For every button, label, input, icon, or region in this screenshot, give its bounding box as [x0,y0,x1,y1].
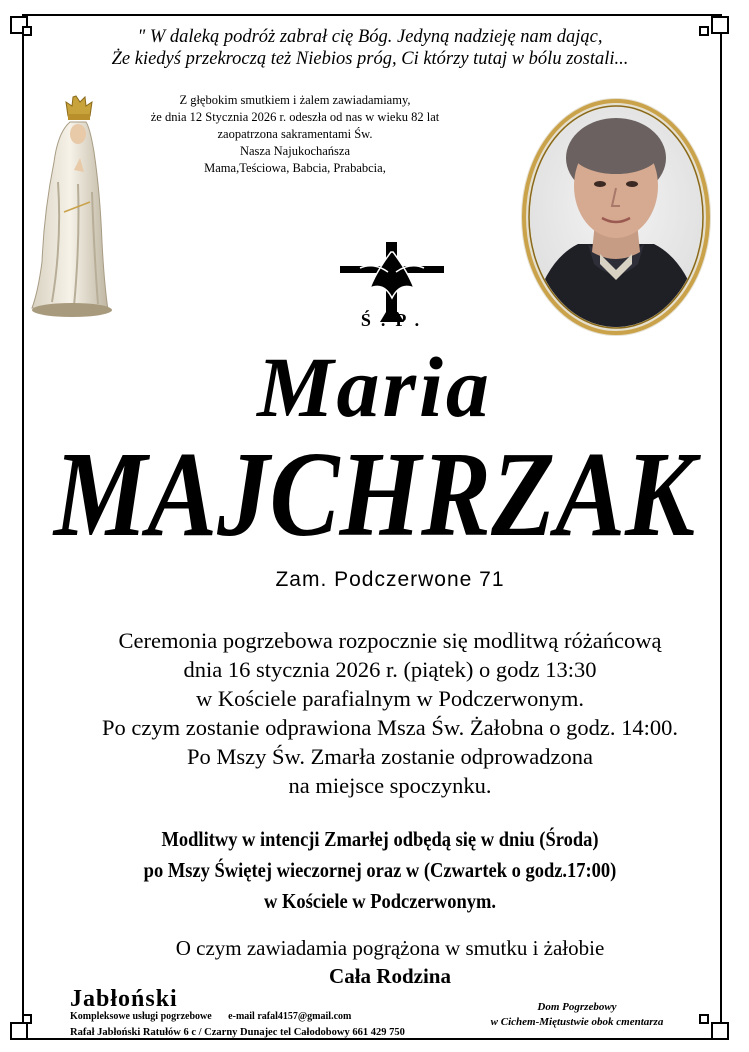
epitaph-quote [40,26,700,70]
ceremony-line: Po Mszy Św. Zmarła zostanie odprowadzona [187,744,593,769]
ceremony-line: Ceremonia pogrzebowa rozpocznie się modlitwą różańcową [118,628,662,653]
deceased-portrait [518,94,715,340]
deceased-first-name: Maria [257,339,492,435]
closing-line: O czym zawiadamia pogrążona w smutku i żałobie [175,936,605,960]
corner-ornament-inner [22,26,32,36]
virgin-mary-statue [28,92,118,320]
prayer-line: w Kościele w Podczerwonym. [264,889,496,913]
announcement-line: Mama,Teściowa, Babcia, Prababcia, [204,161,386,175]
death-announcement [130,92,460,177]
corner-ornament [10,1022,28,1040]
funeral-home-services: Kompleksowe usługi pogrzebowe [70,1011,212,1022]
corner-ornament-inner [699,1014,709,1024]
announcement-line: zaopatrzona sakramentami Św. [217,127,373,141]
funeral-home-info [70,988,450,1039]
closing-notice [40,934,740,990]
sp-abbreviation: Ś.P. [360,310,430,330]
ceremony-details [60,626,720,800]
ceremony-line: dnia 16 stycznia 2026 r. (piątek) o godz 13:30 [183,657,597,682]
prayer-line: po Mszy Świętej wieczornej oraz w (Czwartek o godz.17:00) [143,858,617,882]
ceremony-line: na miejsce spoczynku. [288,773,492,798]
quote-line: " W daleką podróż zabrał cię Bóg. Jedyną nadzieję nam dając, [137,27,603,47]
funeral-home-email: e-mail rafal4157@gmail.com [228,1011,352,1022]
funeral-home-services-row [70,1010,450,1023]
quote-line: Że kiedyś przekroczą też Niebios próg, Ci którzy tutaj w bólu zostali... [111,49,629,69]
family-signature: Cała Rodzina [329,964,451,988]
deceased-surname: MAJCHRZAK [53,427,696,562]
prayer-schedule [116,824,644,917]
announcement-line: Z głębokim smutkiem i żalem zawiadamiamy, [179,93,411,107]
ceremony-line: Po czym zostanie odprawiona Msza Św. Żałobna o godz. 14:00. [102,715,678,740]
funeral-home-brand: Jabłoński [70,986,178,1012]
corner-ornament [711,1022,729,1040]
funeral-home-place: w Cichem-Miętustwie obok cmentarza [490,1016,664,1028]
prayer-line: Modlitwy w intencji Zmarłej odbędą się w dniu (Środa) [161,827,599,851]
ceremony-line: w Kościele parafialnym w Podczerwonym. [195,686,584,711]
corner-ornament-inner [699,26,709,36]
funeral-home-location [462,1000,692,1030]
corner-ornament [711,16,729,34]
funeral-home-address: Rafał Jabłoński Ratułów 6 c / Czarny Dunajec tel Całodobowy 661 429 750 [70,1027,405,1038]
deceased-address: Zam. Podczerwone 71 [275,568,505,591]
announcement-line: że dnia 12 Stycznia 2026 r. odeszła od nas w wieku 82 lat [150,110,440,124]
funeral-home-title: Dom Pogrzebowy [537,1001,617,1013]
announcement-line: Nasza Najukochańsza [239,144,351,158]
corner-ornament-inner [22,1014,32,1024]
